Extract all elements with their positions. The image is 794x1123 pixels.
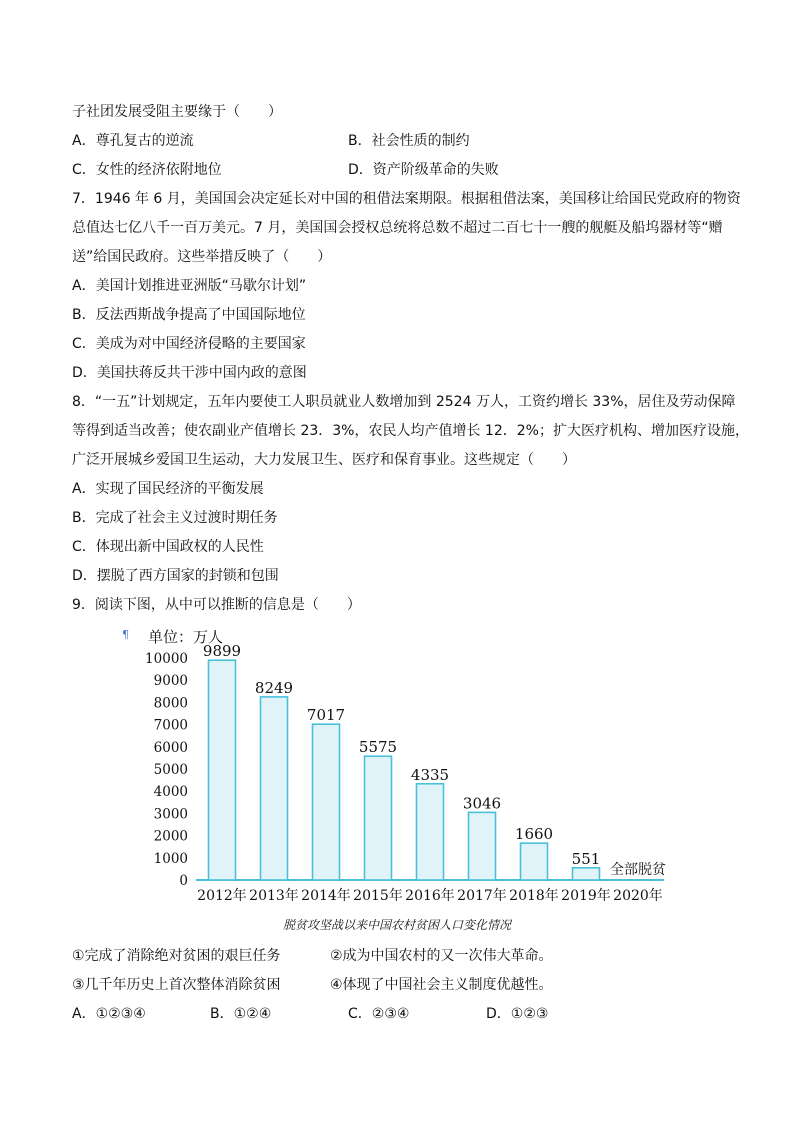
q9-statement-4: ④体现了中国社会主义制度优越性。 [330, 977, 553, 993]
x-tick-label: 2016年 [405, 888, 455, 904]
q7-stem-line: 总值达七亿八千一百万美元。7 月，美国国会授权总统将总数不超过二百七十一艘的舰艇及船坞器材等“赠 [72, 220, 723, 236]
poverty-bar-chart [112, 622, 672, 912]
y-tick-label: 5000 [153, 762, 188, 778]
bar-value-label: 551 [571, 849, 601, 868]
all-lifted-annotation: 全部脱贫 [610, 862, 666, 878]
x-tick-label: 2012年 [197, 888, 247, 904]
bar-value-label: 4335 [410, 765, 450, 784]
bar [573, 868, 600, 880]
chart-caption: 脱贫攻坚战以来中国农村贫困人口变化情况 [282, 918, 511, 932]
q6-option-b: B．社会性质的制约 [348, 133, 470, 149]
x-tick-label: 2015年 [353, 888, 403, 904]
poverty-bar-chart-svg [112, 622, 672, 912]
bar-value-label: 9899 [202, 642, 242, 661]
q9-choice-b: B．①②④ [210, 1006, 272, 1022]
q8-option-d: D．摆脱了西方国家的封锁和包围 [72, 568, 279, 584]
q6-option-c: C．女性的经济依附地位 [72, 162, 222, 178]
q8-stem-line: 8．“一五”计划规定，五年内要使工人职员就业人数增加到 2524 万人，工资约增长 33%，居住及劳动保障 [72, 394, 736, 410]
x-tick-label: 2017年 [457, 888, 507, 904]
bar [365, 756, 392, 880]
x-tick-label: 2019年 [561, 888, 611, 904]
q9-choice-a: A．①②③④ [72, 1006, 146, 1022]
q9-statement-3: ③几千年历史上首次整体消除贫困 [72, 977, 281, 993]
q8-option-c: C．体现出新中国政权的人民性 [72, 539, 264, 555]
y-tick-label: 3000 [153, 806, 188, 823]
y-tick-label: 6000 [153, 739, 188, 756]
q6-option-d: D．资产阶级革命的失败 [348, 162, 499, 178]
q6-stem-tail: 子社团发展受阻主要缘于（ ） [72, 104, 282, 120]
q7-option-a: A．美国计划推进亚洲版“马歇尔计划” [72, 278, 307, 294]
q9-stem: 9．阅读下图，从中可以推断的信息是（ ） [72, 597, 361, 613]
bar-value-label: 3046 [462, 794, 502, 813]
q9-choice-c: C．②③④ [348, 1006, 410, 1022]
y-tick-label: 1000 [153, 850, 188, 867]
q6-option-a: A．尊孔复古的逆流 [72, 133, 194, 149]
q9-statement-2: ②成为中国农村的又一次伟大革命。 [330, 948, 553, 964]
x-tick-label: 2018年 [509, 888, 559, 904]
y-tick-label: 7000 [153, 717, 188, 734]
y-tick-label: 8000 [153, 695, 188, 712]
bar-value-label: 8249 [254, 678, 294, 697]
bar [313, 724, 340, 880]
q8-option-a: A．实现了国民经济的平衡发展 [72, 481, 264, 497]
q8-stem-line: 广泛开展城乡爱国卫生运动，大力发展卫生、医疗和保育事业。这些规定（ ） [72, 452, 576, 468]
y-tick-label: 4000 [153, 784, 188, 801]
q9-choice-d: D．①②③ [486, 1006, 549, 1022]
bar [521, 843, 548, 880]
q7-option-c: C．美成为对中国经济侵略的主要国家 [72, 336, 306, 352]
y-tick-label: 10000 [145, 651, 188, 667]
q7-stem-line: 7．1946 年 6 月，美国国会决定延长对中国的租借法案期限。根据租借法案，美国移让给国民党政府的物资 [72, 191, 741, 207]
y-tick-label: 2000 [153, 828, 188, 845]
pilcrow-mark: ¶ [122, 628, 129, 641]
q7-stem-line: 送”给国民政府。这些举措反映了（ ） [72, 249, 332, 265]
bar-value-label: 5575 [358, 738, 398, 757]
bar-value-label: 7017 [306, 706, 346, 725]
x-tick-label: 2013年 [249, 888, 299, 904]
bar [209, 660, 236, 880]
q8-stem-line: 等得到适当改善；使农副业产值增长 23．3%，农民人均产值增长 12．2%；扩大医疗机构、增加医疗设施， [72, 423, 749, 439]
x-tick-label: 2014年 [301, 888, 351, 904]
q8-option-b: B．完成了社会主义过渡时期任务 [72, 510, 278, 526]
q7-option-b: B．反法西斯战争提高了中国国际地位 [72, 307, 306, 323]
y-tick-label: 9000 [153, 673, 188, 690]
y-tick-label: 0 [179, 873, 188, 889]
bar [417, 784, 444, 880]
q7-option-d: D．美国扶蒋反共干涉中国内政的意图 [72, 365, 307, 381]
q9-statement-1: ①完成了消除绝对贫困的艰巨任务 [72, 948, 281, 964]
unit-label: 单位：万人 [148, 628, 224, 646]
bar-value-label: 1660 [514, 825, 554, 844]
bar [469, 812, 496, 880]
bar [261, 697, 288, 880]
x-tick-label: 2020年 [613, 888, 663, 904]
